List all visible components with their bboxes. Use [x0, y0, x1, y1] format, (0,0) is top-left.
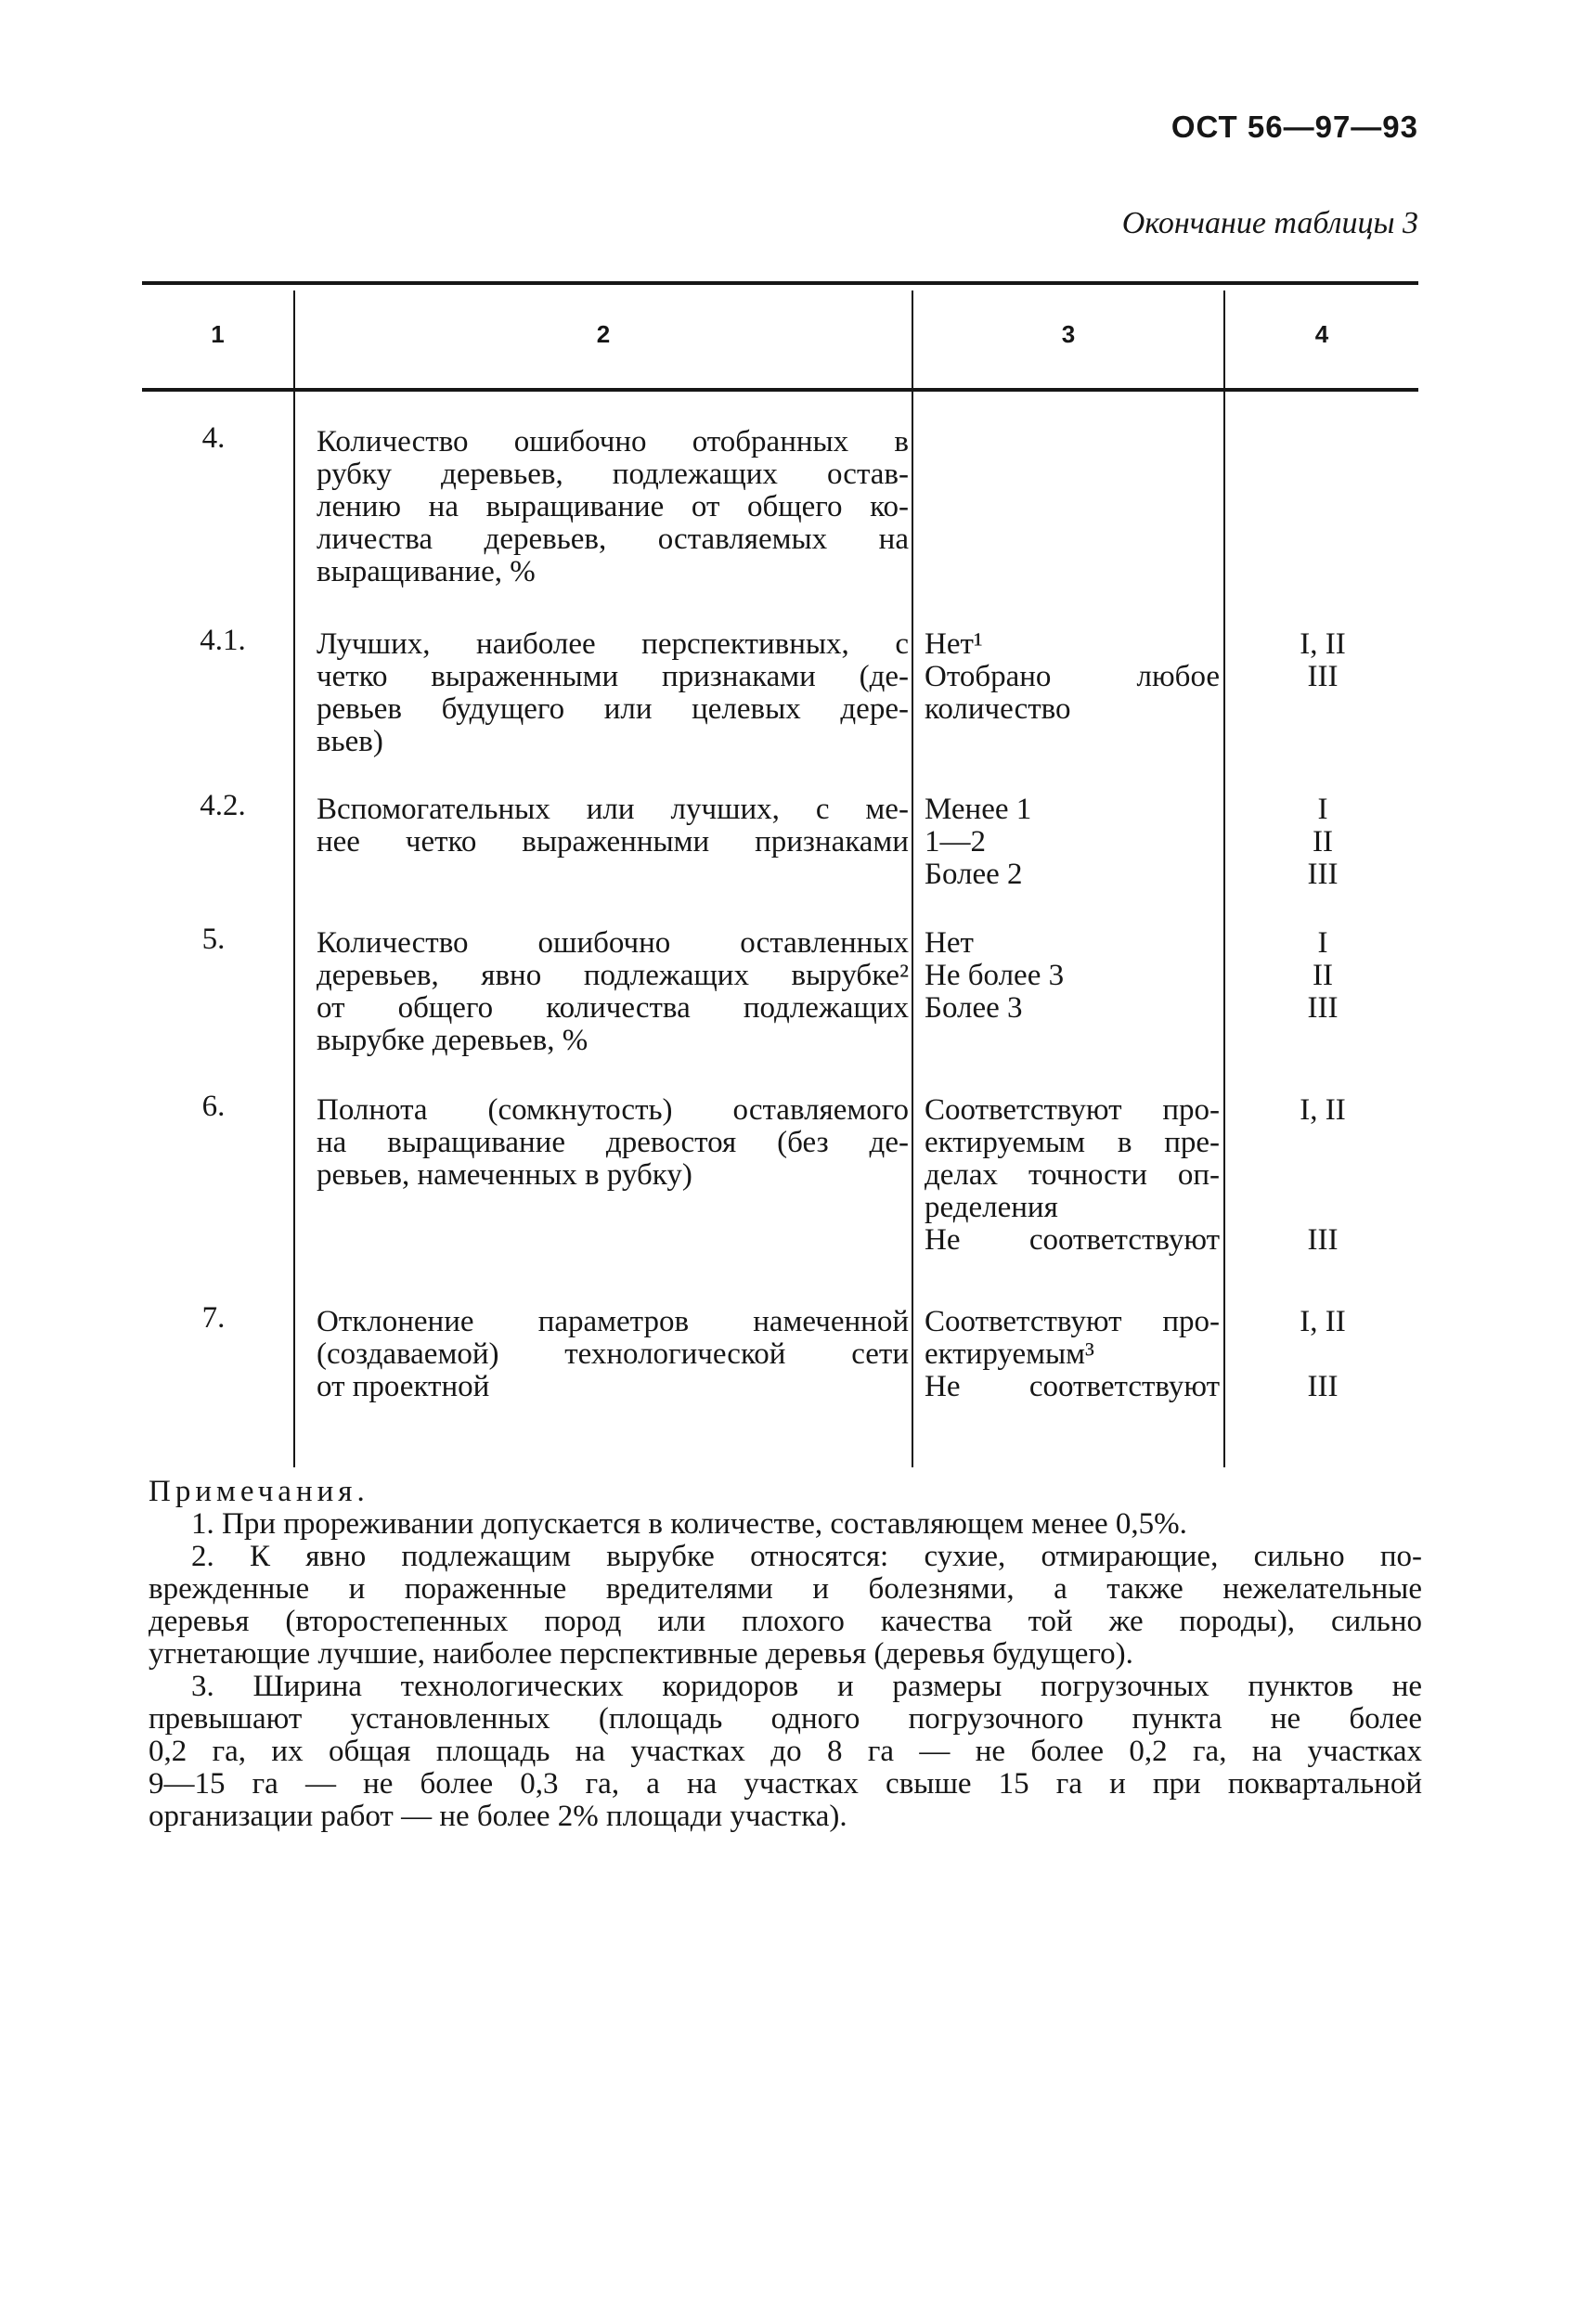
row-result	[925, 1306, 1220, 1403]
row-description	[317, 794, 909, 859]
desc-line: Лучших, наиболее перспективных, с	[317, 627, 909, 661]
desc-line: нее четко выраженными признаками	[317, 825, 909, 859]
desc-line: лению на выращивание от общего ко-	[317, 490, 909, 523]
desc-line: Полнота (сомкнутость) оставляемого	[317, 1093, 909, 1127]
desc-line: рубку деревьев, подлежащих остав-	[317, 458, 909, 491]
desc-line: ревьев, намеченных в рубку)	[317, 1158, 692, 1192]
result-line: Не более 3	[925, 959, 1065, 992]
row-number: 4.2.	[200, 789, 246, 822]
row-number: 7.	[201, 1301, 226, 1335]
level-line: I, II	[1300, 1093, 1346, 1127]
row-result	[925, 1094, 1220, 1257]
result-line: Нет¹	[925, 627, 983, 661]
row-description	[317, 1306, 909, 1403]
result-line: Не соответствуют	[925, 1370, 1220, 1403]
note-line: 9—15 га — не более 0,3 га, а на участках свыше 15 га и при поквартальной	[149, 1767, 1422, 1801]
row-level	[1230, 1306, 1416, 1403]
row-level	[1230, 1094, 1416, 1257]
column-header-2: 2	[596, 320, 611, 348]
desc-line: четко выраженными признаками (де-	[317, 660, 909, 693]
desc-line: от общего количества подлежащих	[317, 991, 909, 1025]
notes-section	[149, 1476, 1422, 1833]
row-number: 6.	[201, 1090, 226, 1123]
result-line: Не соответствуют	[925, 1223, 1220, 1257]
level-line	[1230, 1338, 1416, 1371]
table-caption: Окончание таблицы 3	[1121, 206, 1418, 240]
column-divider	[912, 290, 913, 1467]
row-level	[1230, 628, 1416, 693]
result-line: ектируемым³	[925, 1337, 1094, 1371]
desc-line: Вспомогательных или лучших, с ме-	[317, 793, 909, 826]
note-line: угнетающие лучшие, наиболее перспективные деревья (деревья будущего).	[149, 1637, 1133, 1671]
level-line: III	[1307, 660, 1339, 693]
row-description	[317, 927, 909, 1057]
note-line: 2. К явно подлежащим вырубке относятся: сухие, отмирающие, сильно по-	[191, 1540, 1422, 1573]
note-line: 3. Ширина технологических коридоров и размеры погрузочных пунктов не	[191, 1670, 1422, 1703]
column-header-3: 3	[1061, 320, 1076, 348]
note-line: деревья (второстепенных пород или плохого качества той же породы), сильно	[149, 1605, 1422, 1638]
column-header-1: 1	[211, 320, 225, 348]
level-line: I, II	[1300, 627, 1346, 661]
level-line: III	[1307, 858, 1339, 891]
result-line: Менее 1	[925, 793, 1032, 826]
result-line: Нет	[925, 926, 974, 960]
row-level	[1230, 794, 1416, 891]
desc-line: вырубке деревьев, %	[317, 1024, 589, 1057]
row-number: 4.	[201, 421, 226, 455]
note-line: превышают установленных (площадь одного погрузочного пункта не более	[149, 1702, 1422, 1736]
row-description	[317, 1094, 909, 1192]
level-line: I	[1317, 926, 1328, 960]
row-result	[925, 927, 1220, 1025]
level-line: I, II	[1300, 1305, 1346, 1338]
row-result	[925, 628, 1220, 726]
row-description	[317, 628, 909, 758]
row-level	[1230, 927, 1416, 1025]
level-line: III	[1307, 1370, 1339, 1403]
desc-line: выращивание, %	[317, 555, 536, 588]
desc-line: Количество ошибочно отобранных в	[317, 425, 909, 458]
desc-line: от проектной	[317, 1370, 490, 1403]
note-line: организации работ — не более 2% площади участка).	[149, 1800, 847, 1833]
notes-title: Примечания.	[149, 1475, 369, 1508]
level-line: II	[1313, 825, 1333, 859]
result-line: делах точности оп-	[925, 1158, 1220, 1192]
result-line: ектируемым в пре-	[925, 1126, 1220, 1159]
note-line: 1. При прореживании допускается в количестве, составляющем менее 0,5%.	[191, 1507, 1187, 1541]
result-line: ределения	[925, 1191, 1058, 1224]
result-line: Соответствуют про-	[925, 1093, 1220, 1127]
table-header-rule	[142, 388, 1418, 392]
desc-line: на выращивание древостоя (без де-	[317, 1126, 909, 1159]
desc-line: деревьев, явно подлежащих вырубке²	[317, 959, 909, 992]
level-line: II	[1313, 959, 1333, 992]
result-line: количество	[925, 692, 1071, 726]
level-line	[1230, 1127, 1416, 1159]
level-line: III	[1307, 991, 1339, 1025]
note-line: врежденные и пораженные вредителями и болезнями, а также нежелательные	[149, 1572, 1422, 1606]
level-line	[1230, 1192, 1416, 1224]
result-line: 1—2	[925, 825, 986, 859]
row-number: 4.1.	[200, 624, 246, 657]
desc-line: личества деревьев, оставляемых на	[317, 523, 909, 556]
note-line: 0,2 га, их общая площадь на участках до 8 га — не более 0,2 га, на участках	[149, 1735, 1422, 1768]
result-line: Более 3	[925, 991, 1023, 1025]
column-divider	[1223, 290, 1225, 1467]
desc-line: ревьев будущего или целевых дере-	[317, 692, 909, 726]
column-header-4: 4	[1314, 320, 1329, 348]
desc-line: вьев)	[317, 725, 383, 758]
result-line: Более 2	[925, 858, 1023, 891]
row-description	[317, 426, 909, 588]
row-number: 5.	[201, 923, 226, 956]
desc-line: (создаваемой) технологической сети	[317, 1337, 909, 1371]
result-line: Соответствуют про-	[925, 1305, 1220, 1338]
level-line	[1230, 1159, 1416, 1192]
level-line: I	[1317, 793, 1328, 826]
column-divider	[293, 290, 295, 1467]
standard-code: ОСТ 56—97—93	[1171, 110, 1418, 144]
result-line: Отобрано любое	[925, 660, 1220, 693]
desc-line: Отклонение параметров намеченной	[317, 1305, 909, 1338]
desc-line: Количество ошибочно оставленных	[317, 926, 909, 960]
level-line: III	[1307, 1223, 1339, 1257]
row-result	[925, 794, 1220, 891]
